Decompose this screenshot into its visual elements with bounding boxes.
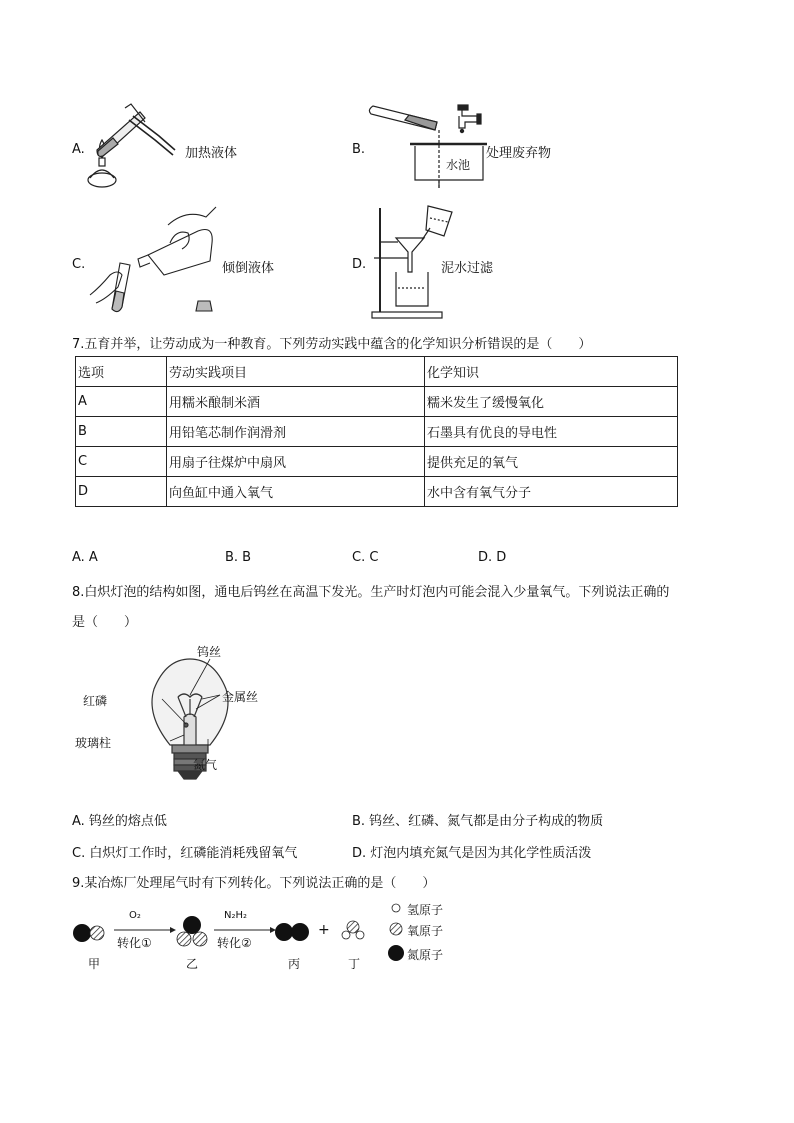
option-letter: D. [352,257,367,272]
label-glass-column: 玻璃柱 [75,736,112,750]
step-2-label: 转化② [217,936,252,950]
light-bulb-diagram [140,655,240,785]
option-caption: 加热液体 [185,146,238,161]
waste-disposal-illustration [365,100,490,190]
q8-stem-line1: 8.白炽灯泡的结构如图，通电后钨丝在高温下发光。生产时灯泡内可能会混入少量氧气。下列说法正确的 [72,585,670,600]
q8-answer-d: D. 灯泡内填充氮气是因为其化学性质活泼 [352,846,592,861]
q8-answer-c: C. 白炽灯工作时，红磷能消耗残留氧气 [72,846,298,861]
table-cell: 用铅笔芯制作润滑剂 [167,417,425,447]
q7-answer-c: C. C [352,550,379,565]
table-cell: 用扇子往煤炉中扇风 [167,447,425,477]
table-cell: 糯米发生了缓慢氧化 [425,387,678,417]
legend-oxygen: 氧原子 [407,924,444,938]
species-label-bing: 丙 [288,957,301,971]
q8-answer-b: B. 钨丝、红磷、氮气都是由分子构成的物质 [352,814,604,829]
table-cell: C [76,447,167,477]
table-cell: A [76,387,167,417]
option-caption: 处理废弃物 [486,146,552,161]
table-row [76,417,678,447]
plus-sign: + [318,922,330,938]
q8-stem-line2: 是（ ） [72,615,138,630]
label-metal-wire: 金属丝 [222,690,259,704]
step-1-label: 转化① [117,936,152,950]
reagent-o2: O₂ [129,910,141,921]
table-header-cell: 选项 [76,357,167,387]
q8-answer-a: A. 钨丝的熔点低 [72,814,167,829]
species-label-jia: 甲 [88,957,101,971]
table-row [76,447,678,477]
table-cell: 石墨具有优良的导电性 [425,417,678,447]
table-cell: D [76,477,167,507]
species-label-ding: 丁 [348,957,361,971]
pouring-liquid-illustration [88,203,218,313]
option-caption: 泥水过滤 [441,261,494,276]
table-header-row [76,357,678,387]
label-red-phosphorus: 红磷 [83,694,108,708]
q7-table [75,356,678,507]
table-cell: 向鱼缸中通入氧气 [167,477,425,507]
reagent-n2h2: N₂H₂ [224,910,248,921]
table-cell: 用糯米酿制米酒 [167,387,425,417]
q7-stem: 7.五育并举，让劳动成为一种教育。下列劳动实践中蕴含的化学知识分析错误的是（ ） [72,337,592,352]
q7-answer-d: D. D [478,550,507,565]
table-row [76,387,678,417]
option-letter: C. [72,257,86,272]
label-tungsten: 钨丝 [197,645,222,659]
sink-label: 水池 [446,158,471,172]
table-header-cell: 化学知识 [425,357,678,387]
q7-answer-a: A. A [72,550,98,565]
option-letter: A. [72,142,85,157]
option-caption: 倾倒液体 [222,261,275,276]
table-row [76,477,678,507]
table-cell: 提供充足的氧气 [425,447,678,477]
species-label-yi: 乙 [186,957,199,971]
q7-answer-b: B. B [225,550,252,565]
option-letter: B. [352,142,366,157]
legend-hydrogen: 氢原子 [407,903,444,917]
table-header-cell: 劳动实践项目 [167,357,425,387]
table-cell: 水中含有氧气分子 [425,477,678,507]
table-cell: B [76,417,167,447]
q9-stem: 9.某冶炼厂处理尾气时有下列转化。下列说法正确的是（ ） [72,876,436,891]
legend-nitrogen: 氮原子 [407,948,444,962]
label-nitrogen: 氮气 [193,758,218,772]
heating-liquid-illustration [85,100,190,195]
